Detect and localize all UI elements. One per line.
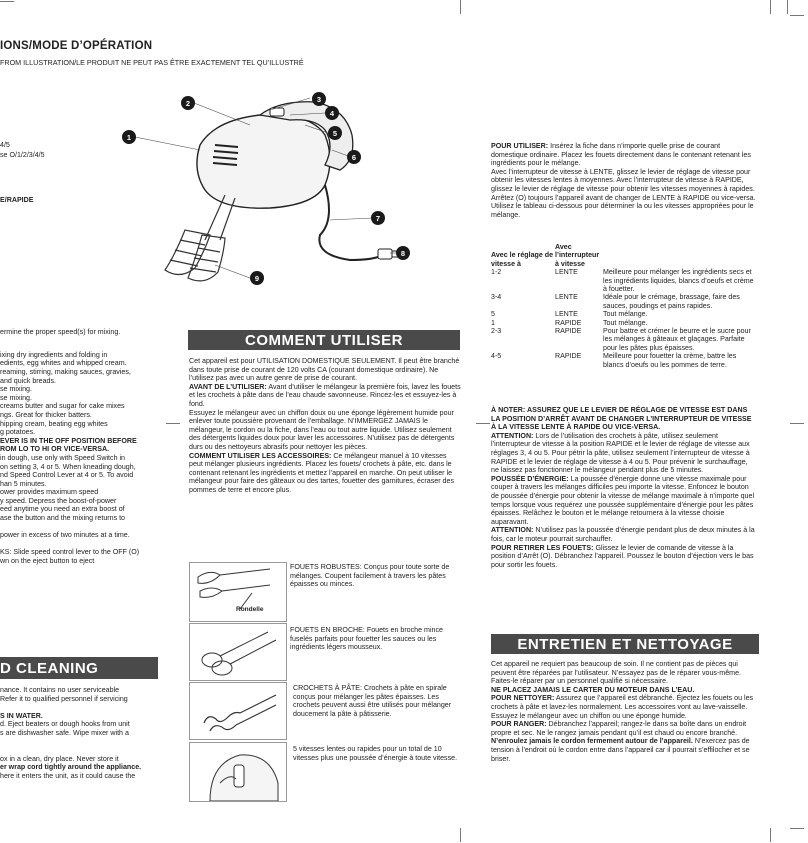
crop-mark (460, 0, 461, 14)
page-subtitle: FROM ILLUSTRATION/LE PRODUIT NE PEUT PAS ÊTRE EXACTEMENT TEL QU’ILLUSTRÉ (0, 58, 304, 67)
crop-mark (0, 1, 14, 2)
crop-mark (770, 828, 771, 842)
callout-2: 2 (181, 96, 195, 110)
mixer-illustration (120, 90, 420, 290)
table-row: 1 RAPIDE Tout mélange. (491, 318, 648, 327)
cleaning-title-bar (0, 657, 158, 679)
rondelle-label: Rondelle (236, 606, 264, 613)
comment-utiliser-text: Cet appareil est pour UTILISATION DOMESTIQUE SEULEMENT. Il peut être branché dans toute prise de courant de 120 volts CA (courant domestique ordinaire). Ne l’utilisez pas avec un autre genre de prise de courant. AVANT DE L’UTILISER: Avant d’utiliser le mélangeur la première fois, lavez les fouets et les crochets à pâte dans de l’eau chaude savonneuse. Rincez-les et essuyez-les à fond. Essuyez le mélangeur avec un chiffon doux ou une éponge légèrement humide pour enlever toute poussière provenant de l’emballage. N’IMMERGEZ JAMAIS le mélangeur, le cordon ou la fiche, dans l’eau ou tout autre liquide. Utilisez seulement des détergents liquides doux pour laver les accessoires. N’utilisez pas de détergents durs ou des nettoyeurs abrasifs pour nettoyer les pièces. COMMENT UTILISER LES ACCESSOIRES: Ce mélangeur manuel à 10 vitesses peut mélanger plusieurs ingrédients. Placez les fouets/ crochets à pâte, etc. dans le contenant retenant les ingrédients et mettez l’appareil en marche. On peut utiliser le mélangeur pour faire des gâteaux ou des tartes, fouetter des garnitures, écraser des pommes de terre et encore plus. (189, 357, 461, 494)
cleaning-title: D CLEANING (0, 659, 99, 677)
speed-control-desc: 5 vitesses lentes ou rapides pour un total de 10 vitesses plus une poussée d’énergie à toute vitesse. (293, 745, 458, 762)
crop-mark (790, 15, 804, 16)
entretien-title-bar (491, 634, 759, 654)
table-header (603, 243, 757, 268)
dough-hooks-icon (189, 682, 287, 740)
crop-mark (790, 828, 804, 829)
callout-1: 1 (122, 130, 136, 144)
table-row: 1-2 LENTE Meilleure pour mélanger les ingrédients secs et les ingrédients liquides, blancs d’oeufs et crème à fouetter. (491, 268, 754, 294)
right-column-intro: POUR UTILISER: Insérez la fiche dans n’importe quelle prise de courant domestique ordinaire. Placez les fouets directement dans le contenant retenant les ingrédients pour le mélange. Avec l’interrupteur de vitesse à LENTE, glissez le levier de réglage de vitesse pour obtenir les vitesses lentes à moyennes. Avec l’interrupteur de vitesse à RAPIDE, glissez le levier de réglage de vitesse pour obtenir les vitesses moyennes à rapides. Arrêtez (O) toujours l’appareil avant de changer de LENTE à RAPIDE ou vice-versa. Utilisez le tableau ci-dessous pour déterminer la ou les vitesses appropriées pour le mélange. (491, 142, 756, 219)
table-row: 3-4 LENTE Idéale pour le crémage, brassage, faire des sauces, poudings et pains rapides. (491, 293, 740, 310)
wire-whisks-desc: FOUETS EN BROCHE: Fouets en broche mince fuselés parfaits pour fouetter les sauces ou les ingrédients légers mousseux. (290, 626, 443, 652)
table-row: 2-3 RAPIDE Pour battre et crémer le beurre et le sucre pour les mélanges à gâteaux et glaçages. Parfaite pour les pâtes plus épaisses. (491, 327, 751, 352)
speed-fragment: se O/1/2/3/4/5 (0, 151, 45, 159)
crop-mark (790, 423, 804, 424)
robust-beaters-desc: FOUETS ROBUSTES: Conçus pour toute sorte de mélanges. Coupent facilement à travers les pâtes épaisses ou minces. (290, 563, 450, 589)
speed-fragment: 4/5 (0, 141, 10, 149)
comment-utiliser-title-bar (188, 330, 460, 350)
callout-6: 6 (347, 150, 361, 164)
speed-fragment: E/RAPIDE (0, 196, 34, 204)
table-header: Avec l’interrupteur à vitesse (555, 243, 600, 268)
crop-mark (166, 423, 180, 424)
crop-mark (476, 423, 490, 424)
page-title: IONS/MODE D’OPÉRATION (0, 40, 153, 52)
crop-mark (787, 0, 788, 14)
entretien-text: Cet appareil ne requiert pas beaucoup de soin. Il ne contient pas de pièces qui peuvent être réparées par l’utilisateur. N’essayez pas de le réparer vous-même. Faites-le réparer par un personnel qualifié si nécessaire. NE PLACEZ JAMAIS LE CARTER DU MOTEUR DANS L’EAU. POUR NETTOYER: Assurez que l’appareil est débranché. Éjectez les fouets ou les crochets à pâte et lavez-les normalement. Les accessoires vont au lave-vaisselle. Essuyez le mélangeur avec un chiffon ou une éponge humide. POUR RANGER: Débranchez l’appareil; rangez-le dans sa boîte dans un endroit propre et sec. Ne le rangez jamais pendant qu’il est chaud ou encore branché. N’enroulez jamais le cordon fermement autour de l’appareil. N’exercez pas de tension à l’endroit où le cordon entre dans l’appareil car il pourrait s’effilocher et se briser. (491, 660, 754, 763)
right-column-notes: À NOTER: ASSUREZ QUE LE LEVIER DE RÉGLAGE DE VITESSE EST DANS LA POSITION D’ARRÊT AVANT DE CHANGER L’INTERRUPTEUR DE VITESSE À LA VITESSE LENTE À RAPIDE OU VICE-VERSA. ATTENTION: Lors de l’utilisation des crochets à pâte, utilisez seulement l’interrupteur de vitesse à la position RAPIDE et le levier de réglage de vitesse aux réglages 3, 4 ou 5. Pour pétrir la pâte, utilisez seulement l’interrupteur de vitesse à RAPIDE et le levier de réglage de vitesse à 4 ou 5. Pour prévenir le surchauffage, ne laissez pas fonctionner le mélangeur pendant plus de 5 minutes. POUSSÉE D’ÉNERGIE: La poussée d’énergie donne une vitesse maximale pour couper à travers les mélanges difficiles peu importe la vitesse. Enfoncez le bouton de poussée d’énergie pour obtenir la vitesse de mélange maximale à n’importe quel temps lorsque vous requérez une poussée supplémentaire d’énergie pour les pâtes épaisses. Relâchez le bouton et le mélange retournera à la vitesse choisie auparavant. ATTENTION: N’utilisez pas la poussée d’énergie pendant plus de deux minutes à la fois, car le moteur pourrait surchauffer. POUR RETIRER LES FOUETS: Glissez le levier de comande de vitesse à la position d’Arrêt (O). Débranchez l’appareil. Poussez le bouton d’éjection vers le bas pour sortir les fouets. (491, 406, 755, 569)
table-header: Avec le réglage de vitesse à (491, 251, 554, 268)
callout-3: 3 (312, 92, 326, 106)
crop-mark (460, 828, 461, 842)
callout-7: 7 (371, 211, 385, 225)
callout-5: 5 (328, 126, 342, 140)
table-row: 4-5 RAPIDE Meilleure pour fouetter la crème, battre les blancs d’oeufs ou les pommes de terre. (491, 352, 737, 369)
wire-whisks-icon (189, 623, 287, 681)
table-row: 5 LENTE Tout mélange. (491, 310, 648, 319)
callout-8: 8 (396, 246, 410, 260)
entretien-title: ENTRETIEN ET NETTOYAGE (517, 635, 733, 653)
comment-utiliser-title: COMMENT UTILISER (245, 331, 403, 349)
left-column-text: ermine the proper speed(s) for mixing. ixing dry ingredients and folding in edients, egg whites and whipped cream. reaming, stirring, making sauces, gravies, and quick breads. se mixing. se mixing. creams butter and sugar for cake mixes ngs. Great for thicker batters. hipping cream, beating egg whites g potatoes. EVER IS IN THE OFF POSITION BEFORE ROM LO TO HI OR VICE-VERSA. in dough, use only with Speed Switch in on setting 3, 4 or 5. When kneading dough, nd Speed Control Lever at 4 or 5. To avoid han 5 minutes. ower provides maximum speed y speed. Depress the boost-of-power eed anytime you need an extra boost of ase the button and the mixing returns to power in excess of two minutes at a time. KS: Slide speed control lever to the OFF (O) wn on the eject button to eject (0, 328, 140, 566)
speed-control-icon (189, 742, 287, 802)
dough-hooks-desc: CROCHETS À PÂTE: Crochets à pâte en spirale conçus pour mélanger les pâtes épaisses. Les crochets peuvent aussi être utilisés pour mélanger doucement la pâte à pâtisserie. (293, 684, 452, 718)
callout-9: 9 (250, 271, 264, 285)
callout-4: 4 (325, 106, 339, 120)
crop-mark (770, 0, 771, 14)
left-cleaning-text: nance. It contains no user serviceable Refer it to qualified personnel if servicing S IN WATER. d. Eject beaters or dough hooks from unit s are dishwasher safe. Wipe mixer with a ox in a clean, dry place. Never store it er wrap cord tightly around the appliance. here it enters the unit, as it could cause the (0, 686, 142, 780)
speed-table (491, 243, 757, 369)
